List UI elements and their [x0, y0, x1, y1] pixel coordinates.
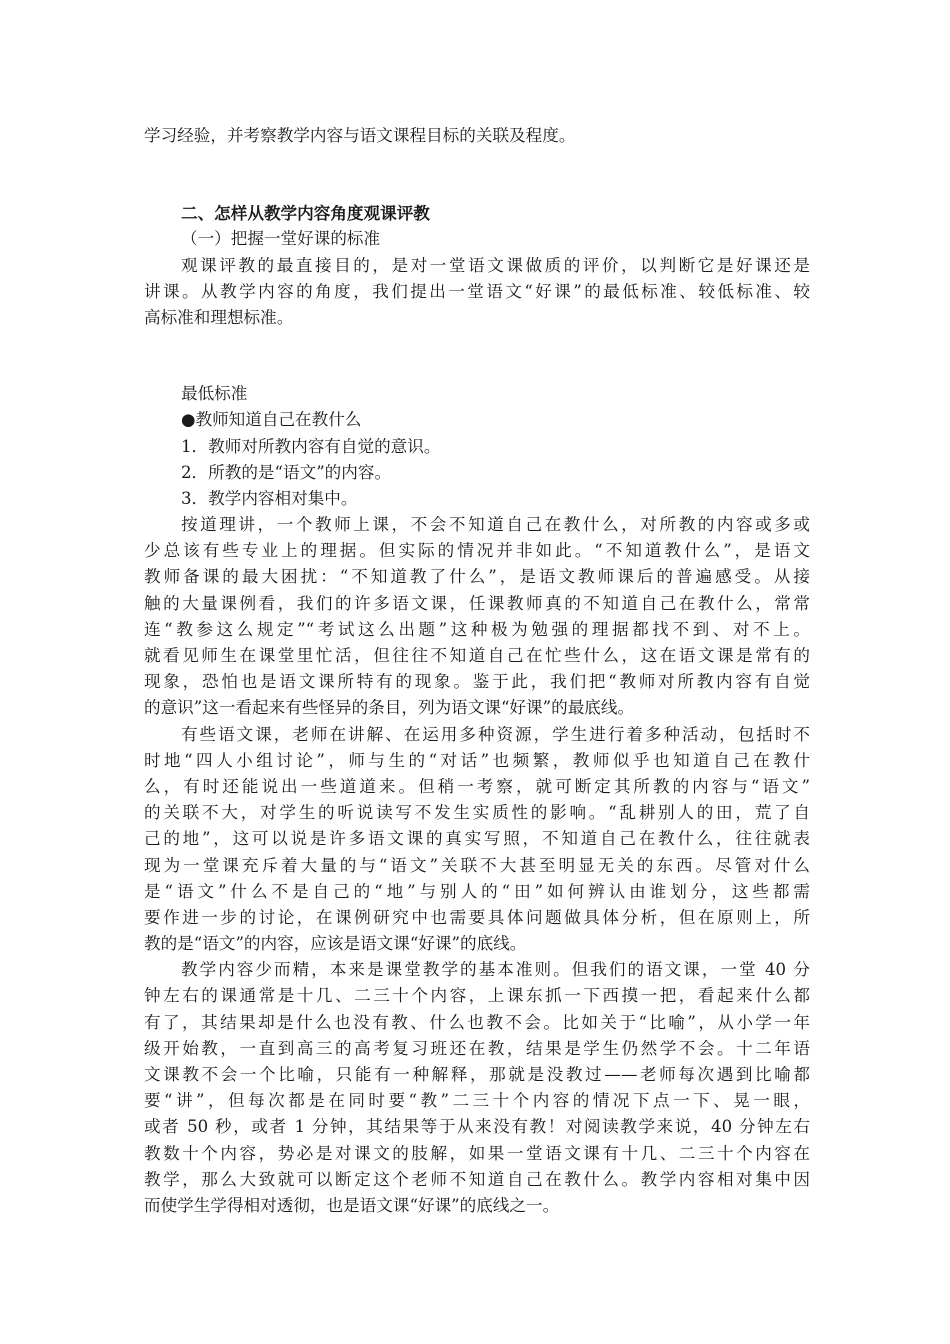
paragraph-line: 教学内容少而精，本来是课堂教学的基本准则。但我们的语文课，一堂 40 分	[181, 960, 810, 980]
paragraph-line: 教的是“语文”的内容，应该是语文课“好课”的底线。	[144, 934, 527, 954]
list-item: 1．教师对所教内容有自觉的意识。	[181, 436, 441, 456]
paragraph-line: 教学，那么大致就可以断定这个老师不知道自己在教什么。教学内容相对集中因	[144, 1169, 810, 1189]
paragraph-2	[144, 512, 810, 722]
min-standard-title: 最低标准	[181, 384, 248, 404]
paragraph-line: 现象，恐怕也是语文课所特有的现象。鉴于此，我们把“教师对所教内容有自觉	[144, 672, 810, 692]
list-item: 2．所教的是“语文”的内容。	[181, 462, 392, 482]
paragraph-1	[144, 253, 810, 332]
paragraph-line: 少总该有些专业上的理据。但实际的情况并非如此。“不知道教什么”，是语文	[144, 541, 810, 561]
paragraph-line: 教师备课的最大困扰：“不知道教了什么”，是语文教师课后的普遍感受。从接	[144, 567, 810, 587]
paragraph-line: 观课评教的最直接目的，是对一堂语文课做质的评价，以判断它是好课还是	[181, 255, 810, 275]
section-heading: 二、怎样从教学内容角度观课评教	[181, 203, 430, 224]
paragraph-line: 己的地”，这可以说是许多语文课的真实写照，不知道自己在教什么，往往就表	[144, 829, 810, 849]
document-page	[144, 123, 810, 1219]
paragraph-line: 连“教参这么规定”“考试这么出题”这种极为勉强的理据都找不到、对不上。	[144, 619, 810, 639]
paragraph-4	[144, 957, 810, 1219]
bullet-title: ●教师知道自己在教什么	[181, 410, 362, 430]
paragraph-line: 高标准和理想标准。	[144, 307, 294, 327]
paragraph-line: 有些语文课，老师在讲解、在运用多种资源，学生进行着多种活动，包括时不	[181, 724, 810, 744]
paragraph-line: 讲课。从教学内容的角度，我们提出一堂语文“好课”的最低标准、较低标准、较	[144, 281, 810, 301]
paragraph-line: 文课教不会一个比喻，只能有一种解释，那就是没教过——老师每次遇到比喻都	[144, 1065, 810, 1084]
paragraph-line: 现为一堂课充斥着大量的与“语文”关联不大甚至明显无关的东西。尽管对什么	[144, 855, 810, 875]
paragraph-line: 钟左右的课通常是十几、二三十个内容，上课东抓一下西摸一把，看起来什么都	[144, 986, 810, 1006]
paragraph-line: 就看见师生在课堂里忙活，但往往不知道自己在忙些什么，这在语文课是常有的	[144, 646, 810, 665]
paragraph-line: 的关联不大，对学生的听说读写不发生实质性的影响。“乱耕别人的田，荒了自	[144, 803, 810, 823]
paragraph-line: 触的大量课例看，我们的许多语文课，任课教师真的不知道自己在教什么，常常	[144, 593, 810, 613]
paragraph-line: 级开始教，一直到高三的高考复习班还在教，结果是学生仍然学不会。十二年语	[144, 1038, 810, 1058]
paragraph-line: 或者 50 秒，或者 1 分钟，其结果等于从来没有教！对阅读教学来说，40 分钟左右	[144, 1117, 810, 1137]
paragraph-line: 而使学生学得相对透彻，也是语文课“好课”的底线之一。	[144, 1195, 560, 1215]
paragraph-line: 要“讲”，但每次都是在同时要“教”二三十个内容的情况下点一下、晃一眼，	[144, 1091, 810, 1111]
paragraph-line: 有了，其结果却是什么也没有教、什么也教不会。比如关于“比喻”，从小学一年	[144, 1012, 810, 1032]
spacer	[144, 331, 810, 381]
criteria-list	[144, 434, 810, 513]
paragraph-line: 按道理讲，一个教师上课，不会不知道自己在教什么，对所教的内容或多或	[181, 515, 810, 535]
paragraph-line: 么，有时还能说出一些道道来。但稍一考察，就可断定其所教的内容与“语文”	[144, 776, 810, 796]
subsection-heading: （一）把握一堂好课的标准	[181, 229, 381, 249]
paragraph-3	[144, 722, 810, 958]
paragraph-line: 的意识”这一看起来有些怪异的条目，列为语文课“好课”的最底线。	[144, 698, 635, 718]
paragraph-line: 要作进一步的讨论，在课例研究中也需要具体问题做具体分析，但在原则上，所	[144, 907, 810, 927]
spacer	[144, 149, 810, 200]
intro-line: 学习经验，并考察教学内容与语文课程目标的关联及程度。	[144, 126, 576, 145]
paragraph-line: 是“语文”什么不是自己的“地”与别人的“田”如何辨认由谁划分，这些都需	[144, 881, 810, 901]
list-item: 3．教学内容相对集中。	[181, 488, 358, 508]
paragraph-line: 时地“四人小组讨论”，师与生的“对话”也频繁，教师似乎也知道自己在教什	[144, 750, 810, 770]
paragraph-line: 教数十个内容，势必是对课文的肢解，如果一堂语文课有十几、二三十个内容在	[144, 1143, 810, 1163]
